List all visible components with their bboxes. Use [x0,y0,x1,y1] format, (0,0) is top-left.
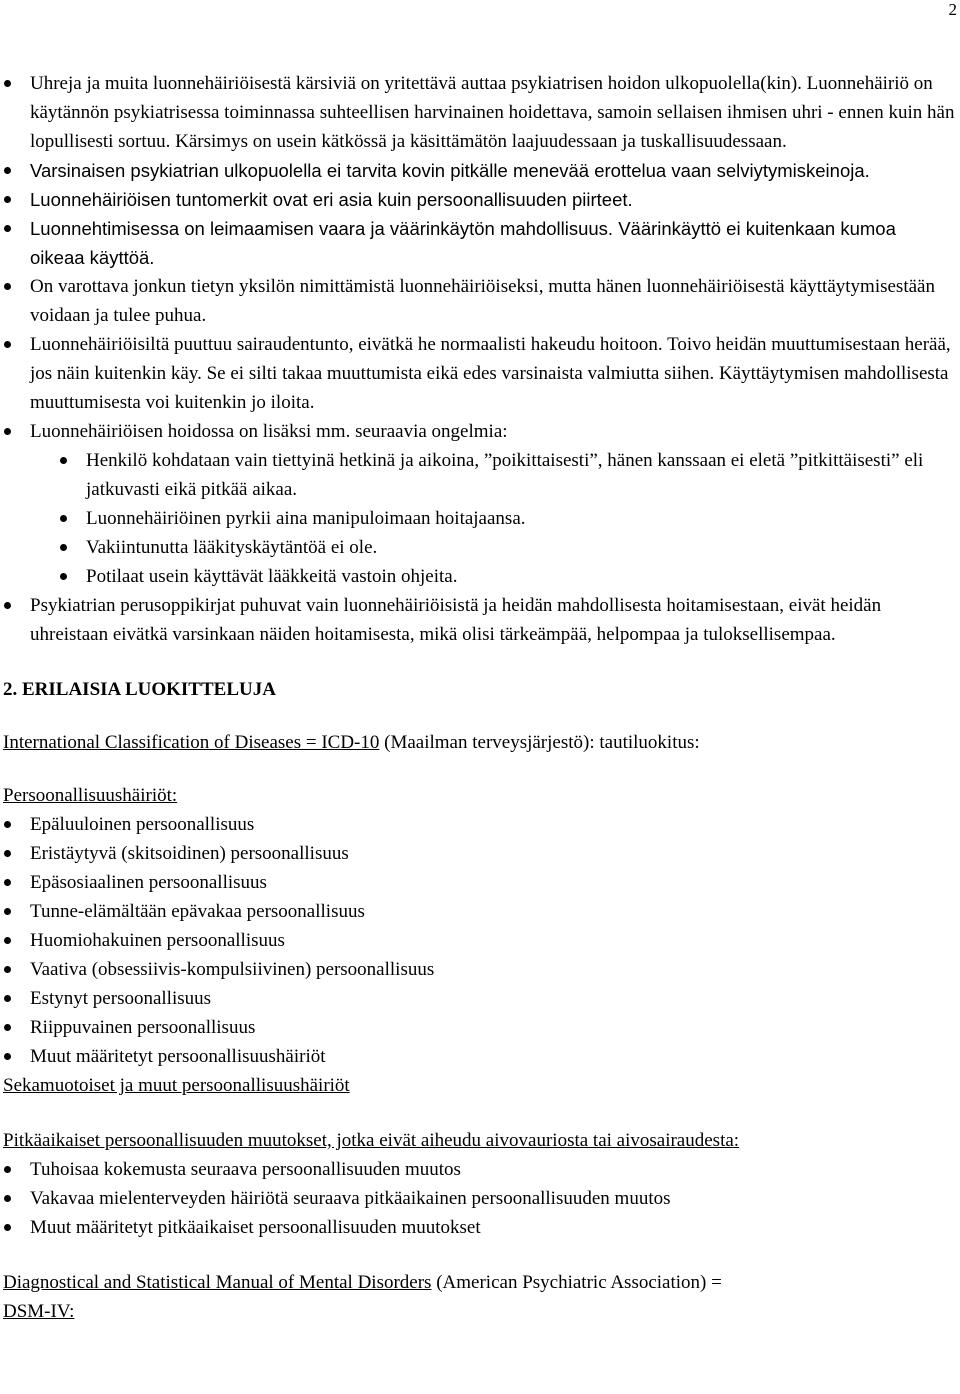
dsm-description: (American Psychiatric Association) = [431,1272,722,1293]
sub-list-item: Luonnehäiriöinen pyrkii aina manipuloimaan hoitajaansa. [59,504,955,533]
list-item: Tuhoisaa kokemusta seuraava persoonallisuuden muutos [3,1155,955,1184]
sub-bullet-list [30,446,955,591]
icd-title: International Classification of Diseases = ICD-10 [3,732,380,753]
list-item: Epäluuloinen persoonallisuus [3,810,955,839]
list-item: Riippuvainen persoonallisuus [3,1013,955,1042]
mixed-disorders-heading: Sekamuotoiset ja muut persoonallisuushäiriöt [3,1075,350,1096]
intro-bullet-list [3,69,955,649]
list-item-text: Luonnehäiriöisen hoidossa on lisäksi mm. seuraavia ongelmia: [30,421,508,442]
long-term-changes-heading: Pitkäaikaiset persoonallisuuden muutokset, jotka eivät aiheudu aivovauriosta tai aivosairaudesta: [3,1130,740,1151]
long-term-changes-list [3,1155,955,1242]
list-item: Muut määritetyt pitkäaikaiset persoonallisuuden muutokset [3,1213,955,1242]
list-item: Uhreja ja muita luonnehäiriöisestä kärsiviä on yritettävä auttaa psykiatrisen hoidon ulkopuolella(kin). Luonnehäiriö on käytännön psykiatrisessa toiminnassa suhteellisen harvinainen hoidettava, samoin sellaisen ihmisen uhri - ennen kuin hän lopullisesti sortuu. Kärsimys on usein kätkössä ja käsittämätön laajuudessaan ja tuskallisuudessaan. [3,69,955,156]
list-item: Huomiohakuinen persoonallisuus [3,926,955,955]
list-item: On varottava jonkun tietyn yksilön nimittämistä luonnehäiriöiseksi, mutta hänen luonnehäiriöisestä käyttäytymisestään voidaan ja tulee puhua. [3,272,955,330]
sub-list-item: Henkilö kohdataan vain tiettyinä hetkinä ja aikoina, ”poikittaisesti”, hänen kanssaan ei eletä ”pitkittäisesti” eli jatkuvasti eikä pitkää aikaa. [59,446,955,504]
sub-list-item: Potilaat usein käyttävät lääkkeitä vastoin ohjeita. [59,562,955,591]
section-heading: 2. ERILAISIA LUOKITTELUJA [3,679,276,700]
list-item: Estynyt persoonallisuus [3,984,955,1013]
list-item [3,417,955,591]
personality-disorders-list [3,810,955,1071]
dsm-paragraph [3,1268,955,1326]
personality-disorders-heading: Persoonallisuushäiriöt: [3,785,178,806]
list-item: Luonnehäiriöisen tuntomerkit ovat eri asia kuin persoonallisuuden piirteet. [3,185,955,214]
list-item: Eristäytyvä (skitsoidinen) persoonallisuus [3,839,955,868]
sub-list-item: Vakiintunutta lääkityskäytäntöä ei ole. [59,533,955,562]
document-body [3,69,955,1326]
list-item: Luonnehäiriöisiltä puuttuu sairaudentunto, eivätkä he normaalisti hakeudu hoitoon. Toivo heidän muuttumisestaan herää, jos näin kuitenkin käy. Se ei silti takaa muuttumista eikä edes varsinaista valmiutta siihen. Käyttäytymisen mahdollisesta muuttumisesta voi kuitenkin jo iloita. [3,330,955,417]
list-item: Epäsosiaalinen persoonallisuus [3,868,955,897]
list-item: Tunne-elämältään epävakaa persoonallisuus [3,897,955,926]
list-item: Vaativa (obsessiivis-kompulsiivinen) persoonallisuus [3,955,955,984]
list-item: Vakavaa mielenterveyden häiriötä seuraava pitkäaikainen persoonallisuuden muutos [3,1184,955,1213]
dsm-title: Diagnostical and Statistical Manual of Mental Disorders [3,1272,432,1293]
icd-paragraph [3,728,955,757]
list-item: Muut määritetyt persoonallisuushäiriöt [3,1042,955,1071]
list-item: Luonnehtimisessa on leimaamisen vaara ja väärinkäytön mahdollisuus. Väärinkäyttö ei kuitenkaan kumoa oikeaa käyttöä. [3,214,955,272]
icd-description: (Maailman terveysjärjestö): tautiluokitus: [379,732,700,753]
page-number: 2 [948,0,957,19]
list-item: Psykiatrian perusoppikirjat puhuvat vain luonnehäiriöisistä ja heidän mahdollisesta hoitamisestaan, eivät heidän uhreistaan eivätkä varsinkaan näiden hoitamisesta, mikä olisi tärkeämpää, helpompaa ja tuloksellisempaa. [3,591,955,649]
list-item: Varsinaisen psykiatrian ulkopuolella ei tarvita kovin pitkälle menevää erottelua vaan selviytymiskeinoja. [3,156,955,185]
dsm-abbreviation: DSM-IV: [3,1301,75,1322]
